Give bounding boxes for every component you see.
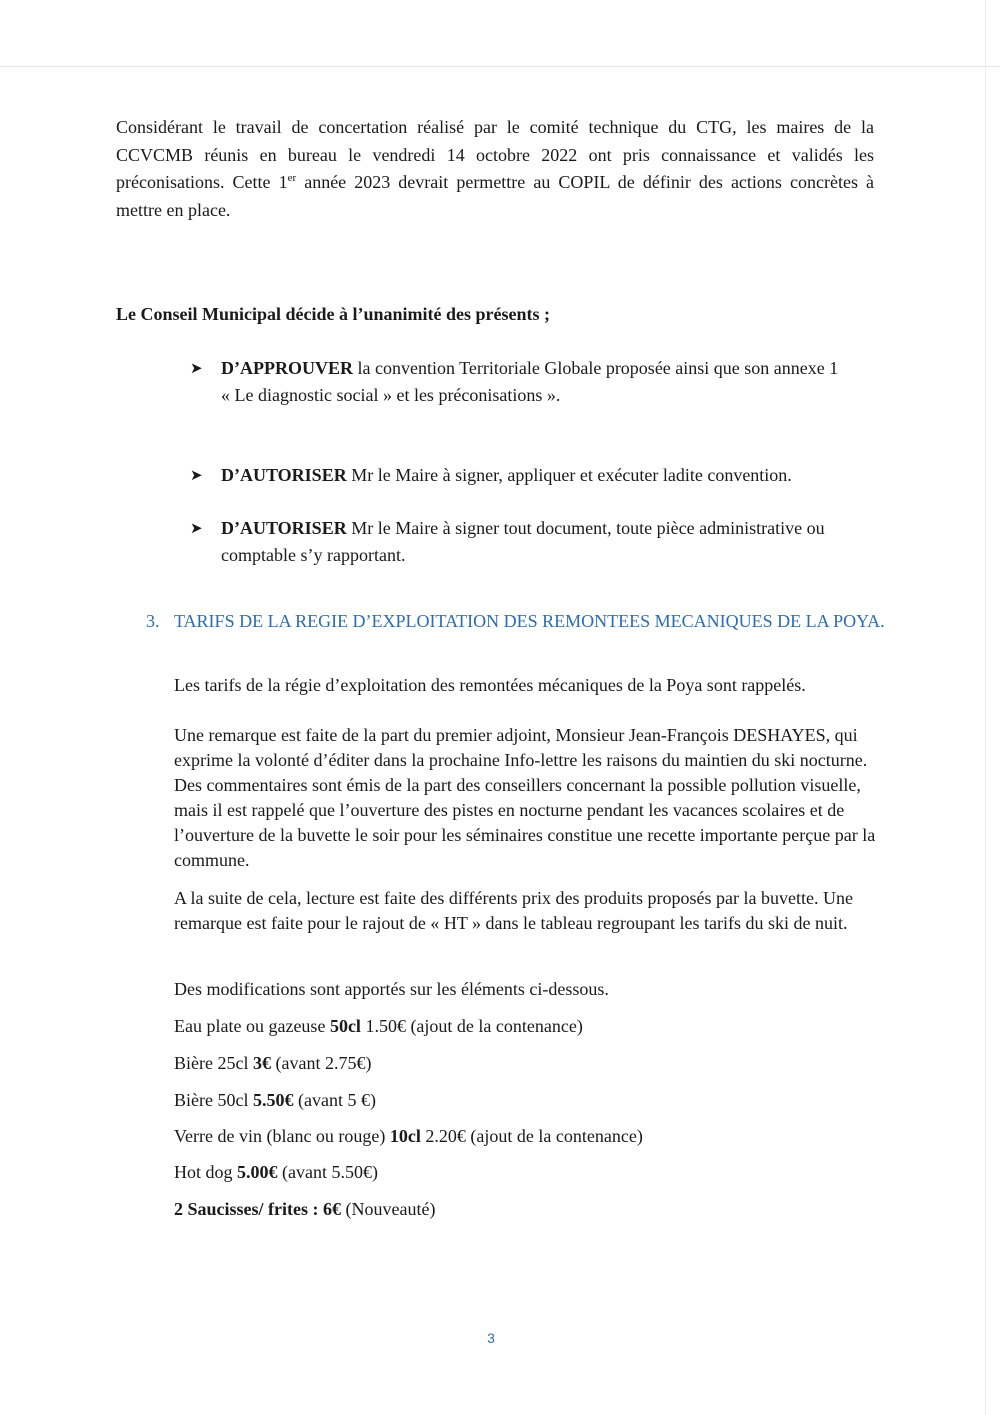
section-heading	[146, 608, 886, 634]
arrowhead-bullet-icon: ➤	[190, 519, 203, 537]
section-number: 3.	[146, 611, 160, 631]
paragraph-modifications: Des modifications sont apportés sur les éléments ci-dessous.	[174, 979, 609, 999]
arrowhead-bullet-icon: ➤	[190, 359, 203, 377]
price-item-vin: Verre de vin (blanc ou rouge) 10cl 2.20€ (ajout de la contenance)	[174, 1126, 643, 1146]
section-title: TARIFS DE LA REGIE D’EXPLOITATION DES REMONTEES MECANIQUES DE LA POYA.	[174, 611, 885, 631]
arrowhead-bullet-icon: ➤	[190, 466, 203, 484]
scan-edge-line	[0, 66, 1000, 67]
decision-heading: Le Conseil Municipal décide à l’unanimité des présents ;	[116, 304, 551, 324]
scan-edge-line-right	[985, 0, 986, 1415]
page-number: 3	[487, 1330, 495, 1346]
paragraph-lecture-prix: A la suite de cela, lecture est faite des différents prix des produits proposés par la buvette. Une remarque est faite pour le rajout de « HT » dans le tableau regroupant les tarifs du ski de nuit.	[174, 888, 853, 933]
paragraph-tarifs-rappeles: Les tarifs de la régie d’exploitation des remontées mécaniques de la Poya sont rappelés.	[174, 675, 806, 695]
bullet-approve-convention: ➤ D’APPROUVER la convention Territoriale Globale proposée ainsi que son annexe 1 « Le diagnostic social » et les préconisations ».	[190, 355, 876, 408]
price-item-biere-50cl: Bière 50cl 5.50€ (avant 5 €)	[174, 1090, 376, 1110]
price-item-biere-25cl: Bière 25cl 3€ (avant 2.75€)	[174, 1053, 372, 1073]
price-item-saucisses-frites: 2 Saucisses/ frites : 6€ (Nouveauté)	[174, 1199, 436, 1219]
bullet-authorize-sign-documents: ➤ D’AUTORISER Mr le Maire à signer tout document, toute pièce administrative ou comptable s’y rapportant.	[190, 515, 876, 568]
price-item-hot-dog: Hot dog 5.00€ (avant 5.50€)	[174, 1162, 378, 1182]
price-item-eau: Eau plate ou gazeuse 50cl 1.50€ (ajout de la contenance)	[174, 1016, 583, 1036]
intro-paragraph: Considérant le travail de concertation réalisé par le comité technique du CTG, les maires de la CCVCMB réunis en bureau le vendredi 14 octobre 2022 ont pris connaissance et validés les préconisations. Cette 1er année 2023 devrait permettre au COPIL de définir des actions concrètes à mettre en place.	[116, 117, 874, 220]
bullet-authorize-sign-convention: ➤ D’AUTORISER Mr le Maire à signer, appliquer et exécuter ladite convention.	[190, 462, 876, 489]
paragraph-remarque-adjoint: Une remarque est faite de la part du premier adjoint, Monsieur Jean-François DESHAYES, qui exprime la volonté d’éditer dans la prochaine Info-lettre les raisons du maintien du ski nocturne. Des commentaires sont émis de la part des conseillers concernant la possible pollution visuelle, mais il est rappelé que l’ouverture des pistes en nocturne pendant les vacances scolaires et de l’ouverture de la buvette le soir pour les séminaires constitue une recette importante perçue par la commune.	[174, 725, 876, 870]
ordinal-superscript: er	[287, 172, 297, 184]
